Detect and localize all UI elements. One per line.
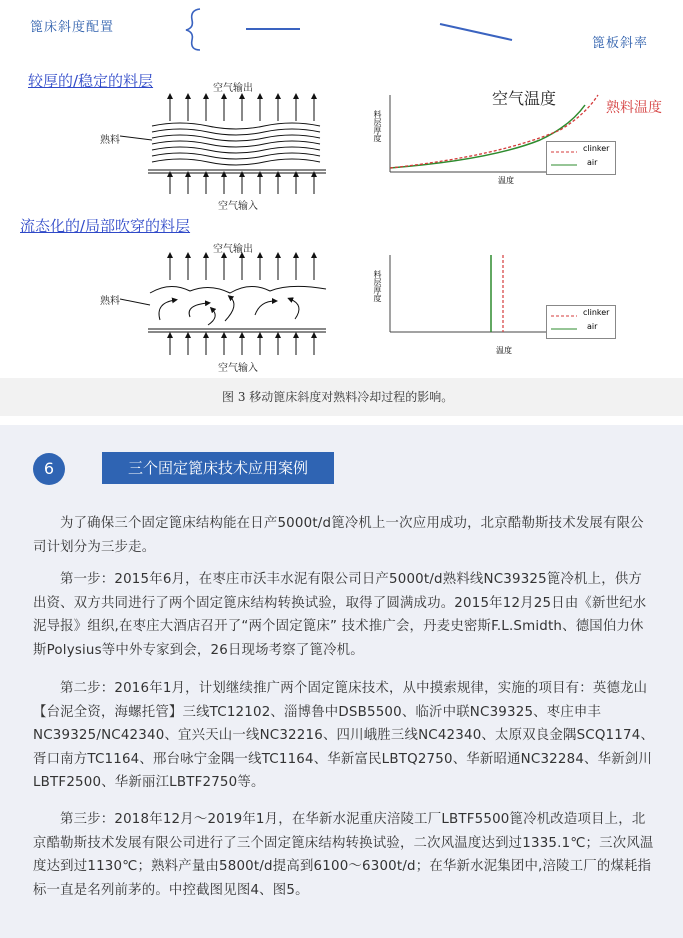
x-axis-label-2: 温度 (496, 346, 512, 355)
legend-air-1: air (587, 158, 598, 167)
air-temp-label: 空气温度 (492, 89, 557, 108)
figure-caption: 图 3 移动篦床斜度对熟料冷却过程的影响。 (222, 390, 454, 404)
section-title: 三个固定篦床技术应用案例 (102, 452, 334, 484)
brace-icon (180, 6, 210, 52)
legend-1 (546, 141, 616, 175)
x-axis-label-1: 温度 (498, 176, 514, 185)
paragraph-intro: 为了确保三个固定篦床结构能在日产5000t/d篦冷机上一次应用成功，北京酷勒斯技术发展有限公司计划分为三步走。 (33, 516, 644, 555)
paragraph-step3: 第三步：2018年12月～2019年1月，在华新水泥重庆涪陵工厂LBTF5500篦冷机改造项目上，北京酷勒斯技术发展有限公司进行了三个固定篦床结构转换试验，二次风温度达到过1335.1℃；三次风温度达到过1130℃；熟料产量由5800t/d提高到6100～6300t/d；在华新水泥集团中,涪陵工厂的煤耗指标一直是名列前茅的。中控截图见图4、图5。 (33, 812, 654, 898)
clinker-label-1: 熟料 (100, 135, 120, 146)
figure-3 (0, 0, 683, 416)
y-axis-label-1: 料层厚度 (373, 110, 382, 142)
clinker-temp-label: 熟料温度 (606, 100, 662, 116)
figure-caption-bg (0, 378, 683, 416)
stable-layer-diagram (90, 76, 340, 216)
section-number-badge: 6 (33, 453, 65, 485)
air-in-label-2: 空气输入 (218, 363, 258, 374)
legend-clinker-1: clinker (583, 144, 610, 153)
slope-lines (240, 18, 540, 48)
air-out-label-2: 空气输出 (213, 244, 253, 255)
air-in-label-1: 空气输入 (218, 201, 258, 212)
grate-slope-label: 篦床斜度配置 (30, 20, 115, 35)
paragraph-step1: 第一步：2015年6月，在枣庄市沃丰水泥有限公司日产5000t/d熟料线NC39325篦冷机上，供方出资、双方共同进行了两个固定篦床结构转换试验，取得了圆满成功。2015年12月25日由《新世纪水泥导报》组织,在枣庄大酒店召开了“两个固定篦床” 技术推广会，丹麦史密斯F.L.Smidth、德国伯力休斯Polysius等中外专家到会，26日现场考察了篦冷机。 (33, 572, 647, 658)
plate-slope-label: 篦板斜率 (592, 36, 649, 51)
legend-air-2: air (587, 322, 598, 331)
legend-2 (546, 305, 616, 339)
layer1-title: 较厚的/稳定的料层 (28, 72, 154, 90)
paragraph-step2: 第二步：2016年1月，计划继续推广两个固定篦床技术，从中摸索规律，实施的项目有：英德龙山【台泥全资，海螺托管】三线TC12102、淄博鲁中DSB5500、临沂中联NC39325、枣庄申丰NC39325/NC42340、宜兴天山一线NC32216、四川峨胜三线NC42340、太原双良金隅SCQ1174、胥口南方TC1164、邢台咏宁金隅一线TC1164、华新富民LBTQ2750、华新昭通NC32284、华新剑川LBTF2500、华新丽江LBTF2750等。 (33, 681, 655, 790)
y-axis-label-2: 料层厚度 (373, 270, 382, 302)
layer2-title: 流态化的/局部吹穿的料层 (20, 217, 191, 235)
air-out-label-1: 空气输出 (213, 83, 253, 94)
clinker-label-2: 熟料 (100, 296, 120, 307)
legend-clinker-2: clinker (583, 308, 610, 317)
